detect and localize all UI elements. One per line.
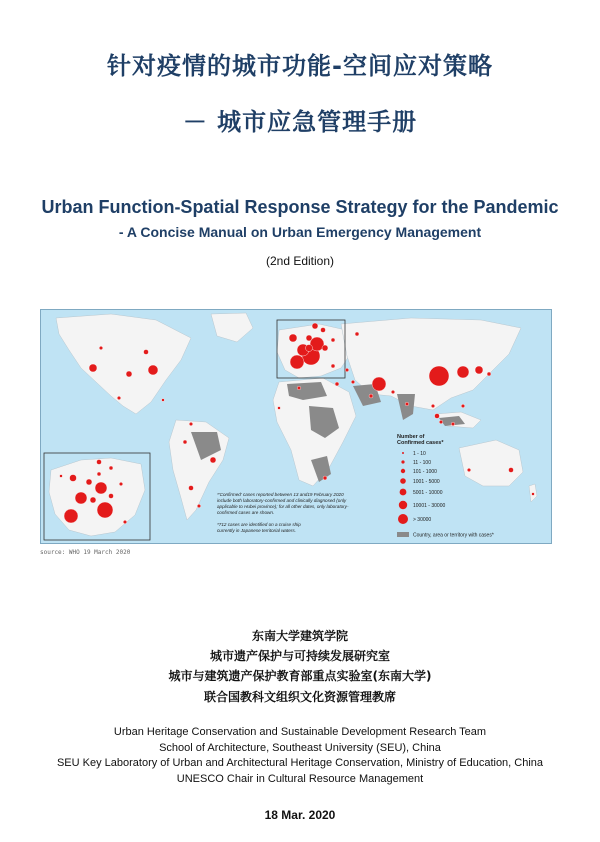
- legend-bubble-7: [398, 514, 408, 524]
- legend-bubble-1: [402, 452, 404, 454]
- institution-cn-2: 城市遗产保护与可持续发展研究室: [209, 649, 390, 663]
- inset-bubble-netherlands: [86, 479, 92, 485]
- greenland-shape: [211, 313, 253, 342]
- legend-label-5: 5001 - 10000: [413, 490, 443, 496]
- legend-label-4: 1001 - 5000: [413, 479, 440, 485]
- case-bubble-us-west: [89, 364, 97, 372]
- chinese-title-line-2: － 城市应急管理手册: [182, 108, 418, 136]
- inset-bubble-france: [75, 492, 87, 504]
- case-bubble-us-east: [148, 365, 158, 375]
- case-bubble-sweden: [321, 328, 326, 333]
- edition-label: (2nd Edition): [265, 254, 335, 268]
- inset-bubble-sweden: [109, 466, 113, 470]
- inset-bubble-spain: [64, 509, 78, 523]
- legend-title-line-2: Confirmed cases*: [397, 440, 444, 446]
- english-subtitle: - A Concise Manual on Urban Emergency Management: [118, 224, 482, 240]
- legend-country-label: Country, area or territory with cases*: [413, 532, 494, 539]
- case-bubble-singapore: [439, 420, 443, 424]
- legend-country-swatch: [397, 532, 409, 537]
- note-line-3: applicable to Hubei province); for all other dates, only laboratory-: [217, 504, 349, 509]
- case-bubble-greece: [331, 364, 335, 368]
- inset-bubble-greece: [123, 520, 127, 524]
- case-bubble-senegal: [278, 407, 281, 410]
- inset-bubble-italy: [97, 502, 113, 518]
- world-case-map: [40, 309, 552, 544]
- case-bubble-norway: [312, 323, 318, 329]
- note-line-5: *712 cases are identified on a cruise ship: [217, 522, 301, 527]
- english-title: Urban Function-Spatial Response Strategy for the Pandemic: [41, 197, 559, 217]
- inset-bubble-norway: [97, 460, 102, 465]
- note-line-6: currently in Japanese territorial waters.: [217, 528, 296, 533]
- case-bubble-chile: [189, 486, 194, 491]
- inset-bubble-denmark: [97, 472, 101, 476]
- legend-label-1: 1 - 10: [413, 451, 426, 457]
- india-affected: [397, 394, 415, 420]
- case-bubble-netherlands: [306, 335, 312, 341]
- legend-bubble-6: [399, 501, 407, 509]
- case-bubble-canada-west: [99, 346, 103, 350]
- legend-bubble-4: [400, 478, 406, 484]
- case-bubble-brazil: [210, 457, 216, 463]
- inset-bubble-germany: [95, 482, 107, 494]
- case-bubble-switzerland: [306, 345, 313, 352]
- publication-date: 18 Mar. 2020: [264, 808, 336, 822]
- australia-shape: [459, 440, 523, 486]
- case-bubble-egypt: [335, 382, 339, 386]
- case-bubble-korea: [457, 366, 469, 378]
- legend-title-line-1: Number of: [397, 434, 425, 440]
- legend-label-6: 10001 - 30000: [413, 503, 446, 509]
- legend-label-3: 101 - 1000: [413, 469, 437, 475]
- north-america-shape: [56, 314, 191, 414]
- case-bubble-peru: [183, 440, 187, 444]
- note-line-2: include both laboratory-confirmed and clinically diagnosed (only: [217, 498, 347, 503]
- case-bubble-china: [429, 366, 449, 386]
- case-bubble-caribbean: [162, 399, 165, 402]
- legend-label-2: 11 - 100: [413, 460, 431, 466]
- case-bubble-spain: [290, 355, 304, 369]
- case-bubble-cruise-ship: [487, 372, 491, 376]
- legend-bubble-2: [401, 460, 404, 463]
- institution-en-1: Urban Heritage Conservation and Sustainable Development Research Team: [113, 726, 487, 738]
- case-bubble-us-central: [126, 371, 132, 377]
- case-bubble-colombia: [189, 422, 193, 426]
- case-bubble-russia: [355, 332, 359, 336]
- case-bubble-poland: [331, 338, 335, 342]
- inset-bubble-switzerland: [90, 497, 96, 503]
- case-bubble-japan: [475, 366, 483, 374]
- map-source-caption: source: WHO 19 March 2020: [40, 549, 131, 556]
- institution-en-3: SEU Key Laboratory of Urban and Architectural Heritage Conservation, Ministry of Education, China: [56, 757, 544, 769]
- note-line-4: confirmed cases are shown.: [217, 510, 275, 515]
- europe-inset: [44, 453, 150, 540]
- legend-label-7: > 30000: [413, 517, 432, 523]
- institution-cn-1: 东南大学建筑学院: [251, 629, 348, 643]
- case-bubble-qatar: [369, 394, 373, 398]
- inset-bubble-ireland: [60, 475, 63, 478]
- case-bubble-india: [405, 402, 409, 406]
- inset-bubble-poland: [119, 482, 123, 486]
- case-bubble-australia-east: [509, 468, 514, 473]
- legend-bubble-3: [401, 469, 405, 473]
- case-bubble-philippines: [461, 404, 465, 408]
- legend-bubble-5: [400, 489, 407, 496]
- case-bubble-algeria: [297, 386, 301, 390]
- case-bubble-argentina: [197, 504, 201, 508]
- case-bubble-uk: [289, 334, 297, 342]
- case-bubble-iran: [372, 377, 386, 391]
- inset-bubble-austria: [109, 494, 114, 499]
- institution-cn-3: 城市与建筑遗产保护教育部重点实验室(东南大学): [168, 669, 432, 683]
- note-line-1: *'Confirmed' cases reported between 13 and19 February 2020: [217, 492, 344, 497]
- institution-en-4: UNESCO Chair in Cultural Resource Management: [176, 773, 424, 785]
- institution-en-2: School of Architecture, Southeast University (SEU), China: [159, 742, 441, 754]
- inset-bubble-uk: [70, 475, 77, 482]
- case-bubble-austria: [322, 345, 328, 351]
- case-bubble-malaysia: [435, 414, 440, 419]
- institution-cn-4: 联合国教科文组织文化资源管理教席: [203, 690, 396, 704]
- case-bubble-turkey: [345, 368, 349, 372]
- map-drawing: [41, 310, 551, 543]
- case-bubble-israel: [351, 380, 355, 384]
- case-bubble-pakistan: [391, 390, 395, 394]
- case-bubble-canada: [144, 350, 149, 355]
- case-bubble-mexico: [117, 396, 121, 400]
- chinese-title-line-1: 针对疫情的城市功能-空间应对策略: [107, 52, 493, 80]
- case-bubble-indonesia: [451, 422, 455, 426]
- case-bubble-thailand: [431, 404, 435, 408]
- case-bubble-new-zealand: [532, 493, 535, 496]
- map-notes: [217, 492, 349, 533]
- case-bubble-south-africa: [323, 476, 327, 480]
- case-bubble-australia-west: [467, 468, 471, 472]
